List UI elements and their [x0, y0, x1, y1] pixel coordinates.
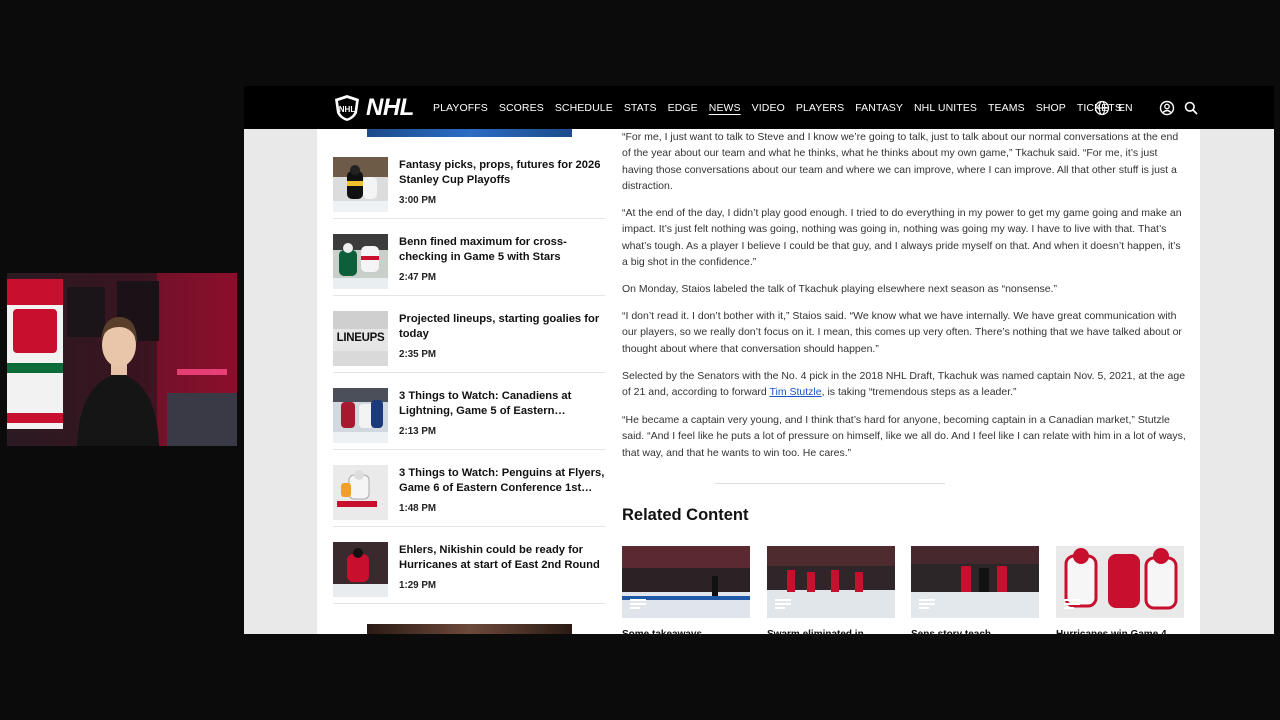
article-paragraph-6: “He became a captain very young, and I think that’s hard for anyone, becoming captain in a Canadian market,” Stutzle said. “And I feel like he puts a lot of pressure on himself, like we all do. And I feel like I can relate with him in a lot of ways, that way, and that he wants to win too. He cares.”: [622, 414, 1186, 459]
related-card-3[interactable]: [911, 546, 1039, 618]
news-title-5[interactable]: 3 Things to Watch: Penguins at Flyers, Game 6 of Eastern Conference 1st…: [399, 467, 605, 494]
news-time-1: 3:00 PM: [399, 195, 437, 206]
nav-link-stats[interactable]: STATS: [623, 101, 657, 114]
news-time-5: 1:48 PM: [399, 503, 437, 514]
news-item-5[interactable]: [333, 455, 605, 527]
nav-link-news[interactable]: NEWS: [708, 101, 741, 114]
news-time-6: 1:29 PM: [399, 580, 437, 591]
section-divider: [715, 483, 945, 484]
article-paragraph-5: [622, 368, 1187, 401]
webcam-overlay: [7, 273, 237, 446]
news-item-6[interactable]: [333, 532, 605, 604]
video-icon: [630, 598, 648, 610]
news-item-1[interactable]: [333, 147, 605, 219]
news-thumbnail-5: [333, 465, 388, 520]
svg-text:NHL: NHL: [338, 105, 356, 114]
news-title-1[interactable]: Fantasy picks, props, futures for 2026 Stanley Cup Playoffs: [399, 159, 601, 186]
nav-link-tickets[interactable]: TICKETS: [1076, 101, 1122, 114]
video-icon: [919, 598, 937, 610]
news-item-4[interactable]: [333, 378, 605, 450]
news-time-2: 2:47 PM: [399, 272, 437, 283]
main-nav-links: [433, 86, 1122, 129]
news-thumbnail-1: [333, 157, 388, 212]
previous-item-image[interactable]: [367, 129, 572, 137]
article-page: [317, 129, 1200, 640]
related-card-2[interactable]: [767, 546, 895, 618]
language-selector[interactable]: EN: [1118, 101, 1133, 114]
article-paragraph-1: “For me, I just want to talk to Steve and I know we’re going to talk, just to talk about our normal conversations at the end of the year about our team and what he thinks, what he thinks about my own game,” Tkachuk said. “For me, it’s just having those conversations about our team and where we can improve, where I can improve. All that other stuff is just a distraction.: [622, 131, 1179, 192]
webcam-feed-image: [7, 273, 237, 446]
news-thumbnail-6: [333, 542, 388, 597]
tim-stutzle-link[interactable]: Tim Stutzle: [769, 386, 822, 399]
article-paragraph-4: “I don’t read it. I don’t bother with it,” Staios said. “We know what we have internally. We have great communication with our players, so we really don’t focus on it. I mean, this comes up very often. There’s nothing that we have talked about or thought about where that conversation should happen.”: [622, 310, 1182, 355]
next-item-image[interactable]: [367, 624, 572, 634]
nav-link-video[interactable]: VIDEO: [751, 101, 785, 114]
nav-utilities: [1094, 86, 1199, 129]
news-time-4: 2:13 PM: [399, 426, 437, 437]
related-caption-3[interactable]: Sens story teach...: [911, 629, 1000, 640]
news-time-3: 2:35 PM: [399, 349, 437, 360]
paragraph-5-text-after: , is taking “tremendous steps as a leader.”: [821, 386, 1017, 399]
paragraph-5-text-before: Selected by the Senators with the No. 4 pick in the 2018 NHL Draft, Tkachuk was named captain Nov. 5, 2021, at the age of 21 and, according to forward: [622, 370, 1186, 399]
browser-viewport: [244, 86, 1274, 640]
nav-link-scores[interactable]: SCORES: [498, 101, 544, 114]
article-paragraph-3: On Monday, Staios labeled the talk of Tkachuk playing elsewhere next season as “nonsense.”: [622, 283, 1058, 295]
news-title-2[interactable]: Benn fined maximum for cross-checking in Game 5 with Stars: [399, 236, 567, 263]
lineups-thumb-text: LINEUPS: [336, 332, 385, 344]
news-item-3[interactable]: [333, 301, 605, 373]
nhl-shield-icon: [332, 93, 362, 123]
hockey-photo-4: [333, 388, 388, 443]
latest-news-sidebar: [317, 129, 607, 634]
news-thumbnail-4: [333, 388, 388, 443]
news-thumbnail-3: [333, 311, 388, 366]
nhl-logo[interactable]: [332, 92, 424, 124]
news-title-3[interactable]: Projected lineups, starting goalies for today: [399, 313, 600, 340]
nav-link-nhl-unites[interactable]: NHL UNITES: [914, 101, 978, 114]
nav-link-schedule[interactable]: SCHEDULE: [554, 101, 613, 114]
nav-link-playoffs[interactable]: PLAYOFFS: [433, 101, 488, 114]
news-item-2[interactable]: [333, 224, 605, 296]
related-caption-2[interactable]: Swarm eliminated in: [767, 629, 864, 640]
hockey-photo-6: [333, 542, 388, 597]
nhl-wordmark: NHL: [366, 94, 414, 121]
related-caption-4[interactable]: Hurricanes win Game 4: [1056, 629, 1167, 640]
article-paragraph-2: “At the end of the day, I didn’t play good enough. I tried to do everything in my power to get my game going and make an impact. It’s just felt nothing was going, nothing was going in, nothing was going my way. I have to live with that. That’s what’s tough. As a player I believe I could be that guy, and I always pride myself on that. And when it doesn’t happen, it’s a big shot in the confidence.”: [622, 207, 1182, 268]
nav-link-teams[interactable]: TEAMS: [988, 101, 1025, 114]
news-title-4[interactable]: 3 Things to Watch: Canadiens at Lightning, Game 5 of Eastern…: [399, 390, 572, 417]
nav-link-edge[interactable]: EDGE: [667, 101, 698, 114]
search-icon[interactable]: [1183, 100, 1199, 116]
related-card-1[interactable]: [622, 546, 750, 618]
globe-icon[interactable]: [1094, 100, 1110, 116]
nav-link-fantasy[interactable]: FANTASY: [855, 101, 903, 114]
hockey-photo-1: [333, 157, 388, 212]
nav-link-shop[interactable]: SHOP: [1035, 101, 1066, 114]
hockey-photo-2: [333, 234, 388, 289]
related-caption-1[interactable]: Some takeaways: [622, 629, 703, 640]
video-icon: [1064, 598, 1082, 610]
top-navigation-bar: [244, 86, 1274, 129]
video-icon: [775, 598, 793, 610]
account-icon[interactable]: [1159, 100, 1175, 116]
nav-link-players[interactable]: PLAYERS: [795, 101, 845, 114]
related-content-heading: Related Content: [622, 506, 749, 524]
news-title-6[interactable]: Ehlers, Nikishin could be ready for Hurricanes at start of East 2nd Round: [399, 544, 600, 571]
related-card-4[interactable]: [1056, 546, 1184, 618]
news-thumbnail-2: [333, 234, 388, 289]
hockey-photo-5: [333, 465, 388, 520]
